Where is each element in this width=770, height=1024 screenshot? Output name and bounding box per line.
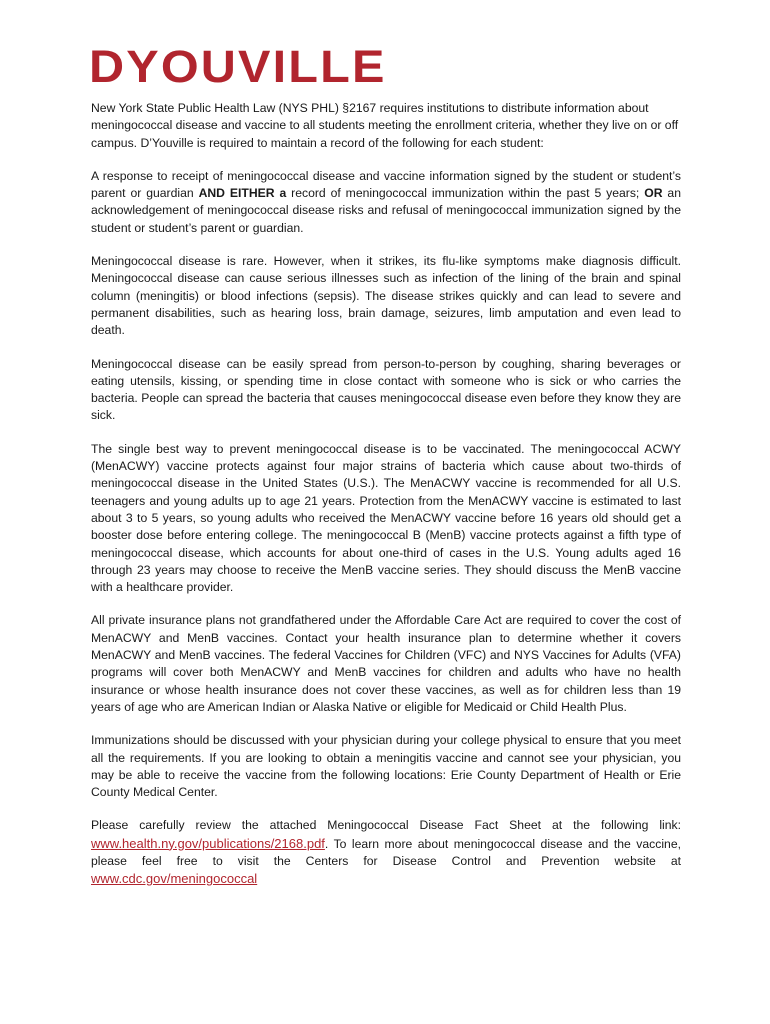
text-segment: an acknowledgement of meningococcal disease risks and refusal of meningococcal immunization signed by the student or student’s parent or guardian.	[91, 186, 681, 235]
text-segment: record of meningococcal immunization within the past 5 years;	[286, 186, 645, 201]
bold-text-and-either: AND EITHER a	[198, 186, 287, 201]
paragraph-disease-rare: Meningococcal disease is rare. However, when it strikes, its flu-like symptoms make diagnosis difficult. Meningococcal disease can cause serious illnesses such as infection of the lining of the brain and spinal column (meningitis) or blood infections (sepsis). The disease strikes quickly and can lead to severe and permanent disabilities, such as hearing loss, brain damage, seizures, limb amputation and even lead to death.	[91, 254, 681, 338]
paragraph-fact-sheet	[91, 817, 681, 888]
text-segment: A response to receipt of meningococcal disease and vaccine information signed by the student or student’s parent or guardian	[91, 168, 681, 201]
document-body	[91, 100, 681, 905]
paragraph-spread: Meningococcal disease can be easily spread from person-to-person by coughing, sharing beverages or eating utensils, kissing, or spending time in close contact with someone who is sick or who carries the bacteria. People can spread the bacteria that causes meningococcal disease even before they know they are sick.	[91, 356, 681, 423]
paragraph-nys-law: New York State Public Health Law (NYS PHL) §2167 requires institutions to distribute information about meningococcal disease and vaccine to all students meeting the enrollment criteria, whether they live on or off campus. D’Youville is required to maintain a record of the following for each student:	[91, 101, 679, 150]
paragraph-immunizations: Immunizations should be discussed with your physician during your college physical to ensure that you meet all the requirements. If you are looking to obtain a meningitis vaccine and cannot see your physician, you may be able to receive the vaccine from the following locations: Erie County Department of Health or Erie County Medical Center.	[91, 733, 681, 800]
dyouville-logo: DYOUVILLE	[89, 41, 387, 92]
text-segment: Please carefully review the attached Meningococcal Disease Fact Sheet at the following link:	[91, 818, 681, 833]
fact-sheet-link[interactable]: www.health.ny.gov/publications/2168.pdf	[91, 835, 325, 851]
bold-text-or: OR	[644, 186, 663, 201]
paragraph-vaccination: The single best way to prevent meningococcal disease is to be vaccinated. The meningococcal ACWY (MenACWY) vaccine protects against four major strains of bacteria which cause about two-thirds of meningococcal disease in the United States (U.S.). The MenACWY vaccine is recommended for all U.S. teenagers and young adults up to age 21 years. Protection from the MenACWY vaccine is estimated to last about 3 to 5 years, so young adults who received the MenACWY vaccine before 16 years old should get a booster dose before entering college. The meningococcal B (MenB) vaccine protects against a fifth type of meningococcal disease, which accounts for about one-third of cases in the U.S. Young adults aged 16 through 23 years may choose to receive the MenB vaccine series. They should discuss the MenB vaccine with a healthcare provider.	[91, 441, 681, 595]
paragraph-record-requirement	[91, 168, 681, 237]
cdc-link[interactable]: www.cdc.gov/meningococcal	[91, 871, 258, 887]
text-segment: . To learn more about meningococcal disease and the vaccine, please feel free to visit the Centers for Disease Control and Prevention website at	[91, 836, 681, 868]
paragraph-insurance: All private insurance plans not grandfathered under the Affordable Care Act are required to cover the cost of MenACWY and MenB vaccines. Contact your health insurance plan to determine whether it covers MenACWY and MenB vaccines. The federal Vaccines for Children (VFC) and NYS Vaccines for Adults (VFA) programs will cover both MenACWY and MenB vaccines for children and adults who have no health insurance or whose health insurance does not cover these vaccines, as well as for children less than 19 years of age who are American Indian or Alaska Native or eligible for Medicaid or Child Health Plus.	[91, 613, 681, 714]
